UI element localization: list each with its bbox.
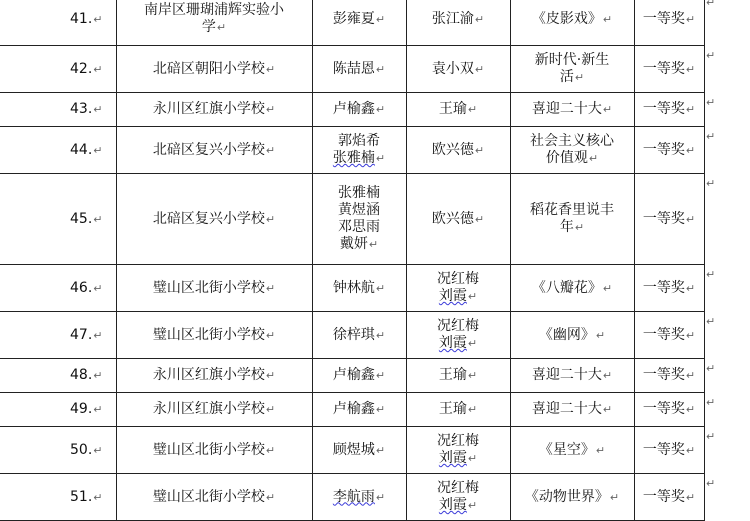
work-title-cell	[510, 265, 634, 312]
award-cell	[634, 127, 704, 174]
paragraph-mark-icon: ↵	[685, 490, 696, 504]
paragraph-mark-icon: ↵	[685, 443, 696, 457]
teacher-cell	[406, 427, 510, 474]
award-cell	[634, 0, 704, 46]
school-cell-text: 永川区红旗小学校	[152, 101, 265, 117]
work-title-cell	[510, 46, 634, 93]
row-number-cell-text: 44.	[70, 141, 93, 158]
award-cell-text: 一等奖	[642, 441, 685, 458]
work-title-cell-line	[513, 101, 632, 118]
teacher-cell	[406, 0, 510, 46]
table-row	[0, 427, 704, 474]
teacher-cell-text: 王瑜	[438, 401, 467, 417]
row-number-cell	[0, 359, 116, 393]
award-cell	[634, 474, 704, 521]
student-cell-text: 卢榆鑫	[332, 101, 375, 117]
school-cell-line	[119, 401, 310, 418]
student-cell-line	[315, 401, 404, 418]
row-end-mark-icon: ↵	[706, 430, 716, 443]
teacher-cell-line	[409, 401, 508, 418]
teacher-cell	[406, 46, 510, 93]
row-end-mark-icon: ↵	[706, 0, 716, 9]
teacher-cell-line	[409, 433, 508, 450]
row-number-cell-text: 46.	[70, 279, 93, 296]
work-title-cell-line	[513, 442, 632, 459]
row-number-cell	[0, 393, 116, 427]
paragraph-mark-icon: ↵	[375, 403, 386, 416]
school-cell-text: 璧山区北街小学校	[152, 441, 265, 458]
row-number-cell-text: 51.	[70, 488, 93, 505]
paragraph-mark-icon: ↵	[467, 452, 478, 465]
school-cell-text: 永川区红旗小学校	[152, 367, 265, 383]
paragraph-mark-icon: ↵	[685, 103, 696, 116]
paragraph-mark-icon: ↵	[467, 499, 478, 512]
school-cell-text: 璧山区北街小学校	[152, 488, 265, 505]
paragraph-mark-icon: ↵	[467, 103, 478, 116]
row-end-mark-icon: ↵	[706, 96, 716, 109]
teacher-cell	[406, 93, 510, 127]
award-cell	[634, 427, 704, 474]
work-title-cell-line	[513, 401, 632, 418]
school-cell-line	[119, 327, 310, 344]
paragraph-mark-icon: ↵	[375, 328, 386, 342]
work-title-cell-line	[513, 327, 632, 344]
row-number-cell-text: 41.	[70, 10, 93, 27]
paragraph-mark-icon: ↵	[265, 369, 276, 382]
row-number-cell	[0, 93, 116, 127]
paragraph-mark-icon: ↵	[375, 103, 386, 116]
school-cell-text: 永川区红旗小学校	[152, 401, 265, 417]
work-title-cell-text: 喜迎二十大	[531, 367, 602, 383]
teacher-cell-text: 刘霞	[438, 288, 467, 304]
student-cell-line	[315, 61, 404, 78]
paragraph-mark-icon: ↵	[685, 212, 696, 226]
paragraph-mark-icon: ↵	[368, 238, 379, 251]
teacher-cell	[406, 359, 510, 393]
teacher-cell-text: 欧兴德	[431, 141, 474, 158]
school-cell	[116, 46, 312, 93]
paragraph-mark-icon: ↵	[375, 281, 386, 295]
work-title-cell-line	[513, 133, 632, 150]
teacher-cell-line	[409, 271, 508, 288]
paragraph-mark-icon: ↵	[602, 403, 613, 416]
teacher-cell-line	[409, 480, 508, 497]
work-title-cell	[510, 93, 634, 127]
teacher-cell-text: 欧兴德	[431, 210, 474, 227]
work-title-cell-line	[513, 367, 632, 384]
paragraph-mark-icon: ↵	[93, 281, 103, 295]
work-title-cell	[510, 0, 634, 46]
paragraph-mark-icon: ↵	[685, 369, 696, 382]
award-cell-text: 一等奖	[642, 141, 685, 158]
table-row	[0, 312, 704, 359]
student-cell-text: 李航雨	[332, 488, 375, 505]
award-cell-text: 一等奖	[642, 10, 685, 27]
paragraph-mark-icon: ↵	[216, 21, 227, 34]
row-number-cell	[0, 474, 116, 521]
table-row	[0, 127, 704, 174]
student-cell-line	[315, 280, 404, 297]
paragraph-mark-icon: ↵	[265, 143, 276, 157]
teacher-cell-text: 刘霞	[438, 335, 467, 351]
paragraph-mark-icon: ↵	[93, 212, 103, 226]
paragraph-mark-icon: ↵	[93, 403, 103, 416]
row-number-cell-text: 45.	[70, 210, 93, 227]
school-cell	[116, 265, 312, 312]
teacher-cell	[406, 174, 510, 265]
work-title-cell-text: 喜迎二十大	[531, 101, 602, 117]
student-cell-text: 邓思雨	[338, 219, 380, 235]
school-cell-line	[119, 489, 310, 506]
award-cell	[634, 93, 704, 127]
award-cell	[634, 174, 704, 265]
paragraph-mark-icon: ↵	[685, 143, 696, 157]
work-title-cell	[510, 174, 634, 265]
table-row	[0, 393, 704, 427]
paragraph-mark-icon: ↵	[265, 403, 276, 416]
paragraph-mark-icon: ↵	[375, 443, 386, 457]
school-cell-line	[119, 142, 310, 159]
paragraph-mark-icon: ↵	[375, 490, 386, 504]
school-cell-line	[119, 19, 310, 36]
work-title-cell-text: 价值观	[545, 150, 588, 166]
teacher-cell-line	[409, 367, 508, 384]
work-title-cell-line	[513, 150, 632, 167]
student-cell-line	[315, 236, 404, 253]
table-row	[0, 46, 704, 93]
student-cell-text: 顾煜城	[332, 441, 375, 458]
row-number-cell	[0, 265, 116, 312]
award-cell-text: 一等奖	[642, 401, 685, 417]
student-cell	[312, 427, 406, 474]
row-number-cell-text: 42.	[70, 60, 93, 77]
teacher-cell	[406, 474, 510, 521]
row-number-cell	[0, 312, 116, 359]
paragraph-mark-icon: ↵	[588, 152, 599, 165]
row-end-mark-icon: ↵	[706, 130, 716, 143]
student-cell-line	[315, 11, 404, 28]
row-end-mark-icon: ↵	[706, 477, 716, 490]
teacher-cell-text: 况红梅	[437, 480, 479, 496]
school-cell	[116, 127, 312, 174]
student-cell-text: 徐梓琪	[332, 326, 375, 343]
student-cell	[312, 474, 406, 521]
school-cell	[116, 359, 312, 393]
row-number-cell	[0, 174, 116, 265]
paragraph-mark-icon: ↵	[375, 12, 386, 26]
school-cell	[116, 393, 312, 427]
table-row	[0, 359, 704, 393]
work-title-cell-text: 《皮影戏》	[531, 10, 602, 27]
student-cell-line	[315, 327, 404, 344]
table-row	[0, 0, 704, 46]
student-cell-text: 张雅楠	[332, 150, 375, 166]
teacher-cell-text: 袁小双	[431, 60, 474, 77]
student-cell-text: 张雅楠	[338, 185, 380, 201]
student-cell	[312, 359, 406, 393]
student-cell-line	[315, 150, 404, 167]
student-cell-text: 陈喆恩	[332, 60, 375, 77]
paragraph-mark-icon: ↵	[265, 62, 276, 76]
award-cell-text: 一等奖	[642, 60, 685, 77]
work-title-cell	[510, 474, 634, 521]
award-cell	[634, 312, 704, 359]
paragraph-mark-icon: ↵	[467, 337, 478, 350]
paragraph-mark-icon: ↵	[265, 328, 276, 342]
row-number-cell	[0, 0, 116, 46]
paragraph-mark-icon: ↵	[574, 221, 585, 234]
school-cell-text: 璧山区北街小学校	[152, 326, 265, 343]
student-cell	[312, 265, 406, 312]
award-cell-text: 一等奖	[642, 279, 685, 296]
student-cell-line	[315, 367, 404, 384]
paragraph-mark-icon: ↵	[93, 328, 103, 342]
paragraph-mark-icon: ↵	[602, 369, 613, 382]
paragraph-mark-icon: ↵	[474, 143, 485, 157]
student-cell	[312, 127, 406, 174]
paragraph-mark-icon: ↵	[685, 281, 696, 295]
school-cell	[116, 312, 312, 359]
row-number-cell-text: 43.	[70, 101, 93, 117]
paragraph-mark-icon: ↵	[93, 443, 103, 457]
paragraph-mark-icon: ↵	[375, 369, 386, 382]
award-cell	[634, 46, 704, 93]
teacher-cell-line	[409, 335, 508, 352]
student-cell-line	[315, 202, 404, 219]
teacher-cell-line	[409, 450, 508, 467]
school-cell-line	[119, 211, 310, 228]
paragraph-mark-icon: ↵	[609, 490, 620, 504]
paragraph-mark-icon: ↵	[602, 103, 613, 116]
paragraph-mark-icon: ↵	[685, 328, 696, 342]
school-cell-line	[119, 61, 310, 78]
paragraph-mark-icon: ↵	[375, 152, 386, 165]
paragraph-mark-icon: ↵	[93, 12, 103, 26]
award-cell-text: 一等奖	[642, 101, 685, 117]
paragraph-mark-icon: ↵	[685, 62, 696, 76]
award-cell	[634, 393, 704, 427]
paragraph-mark-icon: ↵	[265, 490, 276, 504]
teacher-cell-text: 王瑜	[438, 367, 467, 383]
work-title-cell-line	[513, 219, 632, 236]
row-number-cell	[0, 46, 116, 93]
paragraph-mark-icon: ↵	[265, 281, 276, 295]
teacher-cell	[406, 393, 510, 427]
work-title-cell	[510, 127, 634, 174]
school-cell	[116, 474, 312, 521]
work-title-cell-text: 活	[559, 69, 574, 85]
paragraph-mark-icon: ↵	[93, 369, 103, 382]
teacher-cell-text: 王瑜	[438, 101, 467, 117]
work-title-cell-line	[513, 489, 632, 506]
student-cell	[312, 393, 406, 427]
teacher-cell	[406, 312, 510, 359]
school-cell-text: 璧山区北街小学校	[152, 279, 265, 296]
teacher-cell-line	[409, 11, 508, 28]
row-number-cell-text: 49.	[70, 401, 93, 417]
school-cell	[116, 427, 312, 474]
work-title-cell	[510, 359, 634, 393]
school-cell	[116, 93, 312, 127]
row-end-mark-icon: ↵	[706, 268, 716, 281]
work-title-cell-text: 《八瓣花》	[531, 279, 602, 296]
student-cell	[312, 0, 406, 46]
row-number-cell	[0, 127, 116, 174]
paragraph-mark-icon: ↵	[375, 62, 386, 76]
paragraph-mark-icon: ↵	[474, 212, 485, 226]
teacher-cell-text: 况红梅	[437, 433, 479, 449]
paragraph-mark-icon: ↵	[574, 71, 585, 84]
teacher-cell-text: 张江渝	[431, 10, 474, 27]
paragraph-mark-icon: ↵	[602, 12, 613, 26]
teacher-cell-line	[409, 497, 508, 514]
school-cell-text: 北碚区朝阳小学校	[152, 60, 265, 77]
teacher-cell-line	[409, 318, 508, 335]
work-title-cell-text: 稻花香里说丰	[530, 202, 614, 218]
row-number-cell-text: 48.	[70, 367, 93, 383]
school-cell-text: 南岸区珊瑚浦辉实验小	[144, 2, 284, 18]
teacher-cell-line	[409, 288, 508, 305]
student-cell-text: 钟林航	[332, 279, 375, 296]
work-title-cell-line	[513, 202, 632, 219]
student-cell-text: 戴妍	[339, 236, 368, 252]
teacher-cell-text: 刘霞	[438, 497, 467, 513]
school-cell-line	[119, 2, 310, 19]
teacher-cell-text: 况红梅	[437, 271, 479, 287]
paragraph-mark-icon: ↵	[93, 103, 103, 116]
work-title-cell-text: 新时代·新生	[534, 52, 610, 68]
work-title-cell-text: 《幽网》	[538, 326, 595, 343]
row-number-cell	[0, 427, 116, 474]
work-title-cell-line	[513, 69, 632, 86]
teacher-cell-line	[409, 61, 508, 78]
row-end-mark-icon: ↵	[706, 49, 716, 62]
work-title-cell	[510, 427, 634, 474]
paragraph-mark-icon: ↵	[685, 12, 696, 26]
teacher-cell-line	[409, 142, 508, 159]
table-row	[0, 174, 704, 265]
work-title-cell-text: 社会主义核心	[530, 133, 614, 149]
work-title-cell-line	[513, 11, 632, 28]
paragraph-mark-icon: ↵	[265, 103, 276, 116]
student-cell-text: 卢榆鑫	[332, 401, 375, 417]
work-title-cell-text: 《星空》	[538, 441, 595, 458]
paragraph-mark-icon: ↵	[93, 490, 103, 504]
work-title-cell-line	[513, 280, 632, 297]
school-cell-text: 学	[201, 19, 216, 35]
student-cell-text: 郭焰希	[338, 133, 380, 149]
student-cell	[312, 174, 406, 265]
paragraph-mark-icon: ↵	[467, 403, 478, 416]
award-cell	[634, 359, 704, 393]
student-cell-line	[315, 489, 404, 506]
teacher-cell	[406, 127, 510, 174]
teacher-cell-text: 况红梅	[437, 318, 479, 334]
school-cell-text: 北碚区复兴小学校	[152, 141, 265, 158]
work-title-cell-text: 《动物世界》	[524, 488, 609, 505]
student-cell-text: 彭雍夏	[332, 10, 375, 27]
paragraph-mark-icon: ↵	[474, 62, 485, 76]
award-cell-text: 一等奖	[642, 210, 685, 227]
teacher-cell-line	[409, 101, 508, 118]
school-cell-line	[119, 442, 310, 459]
row-end-mark-icon: ↵	[706, 177, 716, 190]
school-cell-line	[119, 280, 310, 297]
school-cell	[116, 0, 312, 46]
row-number-cell-text: 50.	[70, 441, 93, 458]
school-cell-line	[119, 101, 310, 118]
award-cell-text: 一等奖	[642, 367, 685, 383]
student-cell	[312, 46, 406, 93]
row-end-mark-icon: ↵	[706, 315, 716, 328]
table-row	[0, 474, 704, 521]
paragraph-mark-icon: ↵	[602, 281, 613, 295]
paragraph-mark-icon: ↵	[467, 290, 478, 303]
student-cell-text: 卢榆鑫	[332, 367, 375, 383]
table-row	[0, 93, 704, 127]
student-cell-text: 黄煜涵	[338, 202, 380, 218]
paragraph-mark-icon: ↵	[265, 212, 276, 226]
teacher-cell	[406, 265, 510, 312]
student-cell	[312, 312, 406, 359]
student-cell-line	[315, 219, 404, 236]
student-cell	[312, 93, 406, 127]
award-cell-text: 一等奖	[642, 488, 685, 505]
paragraph-mark-icon: ↵	[93, 143, 103, 157]
work-title-cell	[510, 393, 634, 427]
work-title-cell-text: 喜迎二十大	[531, 401, 602, 417]
work-title-cell-text: 年	[559, 219, 574, 235]
work-title-cell	[510, 312, 634, 359]
row-end-mark-icon: ↵	[706, 362, 716, 375]
row-end-mark-icon: ↵	[706, 396, 716, 409]
student-cell-line	[315, 101, 404, 118]
school-cell	[116, 174, 312, 265]
school-cell-text: 北碚区复兴小学校	[152, 210, 265, 227]
teacher-cell-line	[409, 211, 508, 228]
paragraph-mark-icon: ↵	[595, 443, 606, 457]
paragraph-mark-icon: ↵	[474, 12, 485, 26]
work-title-cell-line	[513, 52, 632, 69]
school-cell-line	[119, 367, 310, 384]
paragraph-mark-icon: ↵	[595, 328, 606, 342]
student-cell-line	[315, 442, 404, 459]
paragraph-mark-icon: ↵	[685, 403, 696, 416]
table-row	[0, 265, 704, 312]
paragraph-mark-icon: ↵	[467, 369, 478, 382]
student-cell-line	[315, 133, 404, 150]
paragraph-mark-icon: ↵	[265, 443, 276, 457]
student-cell-line	[315, 185, 404, 202]
row-number-cell-text: 47.	[70, 326, 93, 343]
award-cell	[634, 265, 704, 312]
award-cell-text: 一等奖	[642, 326, 685, 343]
paragraph-mark-icon: ↵	[93, 62, 103, 76]
teacher-cell-text: 刘霞	[438, 450, 467, 466]
